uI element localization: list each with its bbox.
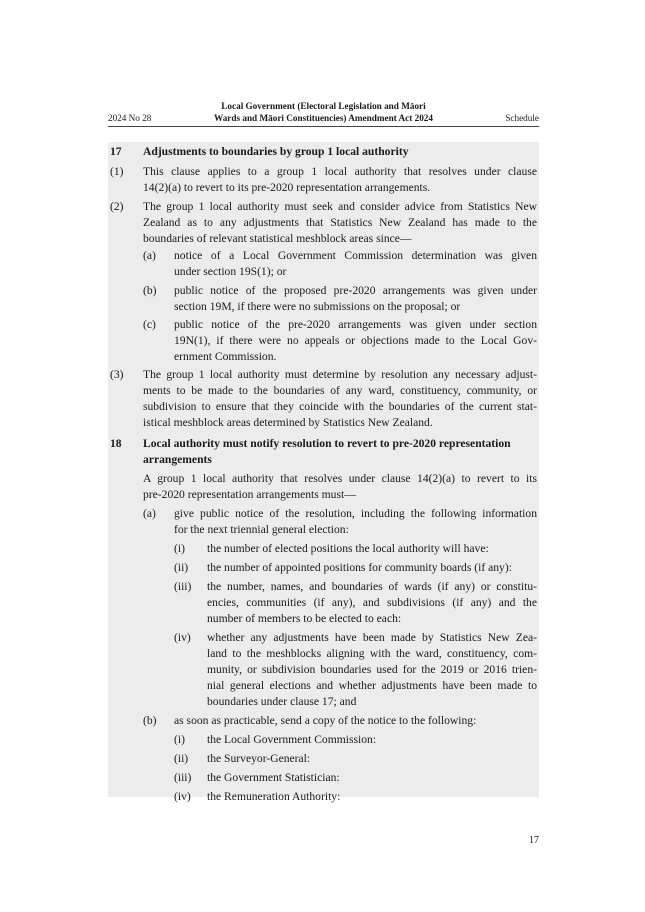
- text-line: the number, names, and boundaries of wards (if any) or constitu-: [207, 580, 537, 593]
- text-line: (b): [143, 714, 157, 727]
- text-line: ments to be made to the boundaries of any ward, constituency, community, or: [143, 384, 537, 397]
- text-line: (iv): [174, 631, 191, 644]
- text-line: (c): [143, 318, 156, 331]
- text-line: (iii): [174, 771, 192, 784]
- text-line: boundaries of relevant statistical meshblock areas since—: [143, 232, 412, 245]
- text-line: munity, or subdivision boundaries used for the 2019 or 2016 trien-: [207, 663, 537, 676]
- text-line: the Remuneration Authority:: [207, 790, 341, 803]
- text-line: (iv): [174, 790, 191, 803]
- text-line: ernment Commission.: [174, 350, 277, 363]
- text-line: (3): [110, 368, 124, 381]
- page-number: 17: [529, 835, 539, 846]
- section-label: Schedule: [505, 113, 539, 123]
- header-rule: [108, 126, 539, 127]
- act-number: 2024 No 28: [108, 113, 152, 123]
- text-line: (iii): [174, 580, 192, 593]
- text-line: the Surveyor-General:: [207, 752, 311, 765]
- text-line: nial general elections and whether adjustments have been made to: [207, 679, 537, 692]
- text-line: (ii): [174, 561, 189, 574]
- schedule-text-block: [108, 142, 539, 803]
- text-line: This clause applies to a group 1 local authority that resolves under clause: [143, 165, 537, 178]
- text-line: (i): [174, 542, 185, 555]
- text-line: public notice of the proposed pre-2020 arrangements was given under: [174, 284, 537, 297]
- text-line: number of members to be elected to each:: [207, 612, 402, 625]
- text-line: 19N(1), if there were no appeals or objections made to the Local Gov-: [174, 334, 537, 347]
- text-line: the number of appointed positions for community boards (if any):: [207, 561, 512, 574]
- text-line: (2): [110, 200, 124, 213]
- text-line: public notice of the pre-2020 arrangements was given under section: [174, 318, 537, 331]
- text-line: boundaries under clause 17; and: [207, 695, 357, 708]
- running-header: [108, 98, 539, 128]
- text-line: land to the meshblocks aligning with the ward, constituency, com-: [207, 647, 537, 660]
- text-line: notice of a Local Government Commission determination was given: [174, 249, 537, 262]
- text-line: (b): [143, 284, 157, 297]
- text-line: 14(2)(a) to revert to its pre-2020 representation arrangements.: [143, 181, 431, 194]
- text-line: (1): [110, 165, 124, 178]
- text-line: Local authority must notify resolution to revert to pre-2020 representation: [143, 437, 511, 450]
- act-title-line-2: Wards and Māori Constituencies) Amendment Act 2024: [214, 113, 433, 123]
- text-line: 18: [110, 437, 122, 450]
- text-line: section 19M, if there were no submissions on the proposal; or: [174, 300, 461, 313]
- text-line: pre-2020 representation arrangements must—: [143, 488, 356, 501]
- text-line: the number of elected positions the local authority will have:: [207, 542, 489, 555]
- text-line: encies, communities (if any), and subdivisions (if any) and the: [207, 596, 537, 609]
- act-title-line-1: Local Government (Electoral Legislation and Māori: [221, 101, 426, 111]
- text-line: (a): [143, 507, 156, 520]
- text-line: Zealand as to any adjustments that Statistics New Zealand has made to the: [143, 216, 537, 229]
- text-line: give public notice of the resolution, including the following information: [174, 507, 537, 520]
- text-line: for the next triennial general election:: [174, 523, 349, 536]
- text-line: arrangements: [143, 453, 212, 466]
- text-line: the Local Government Commission:: [207, 733, 377, 746]
- text-line: Adjustments to boundaries by group 1 local authority: [143, 145, 409, 158]
- text-line: (a): [143, 249, 156, 262]
- text-line: A group 1 local authority that resolves under clause 14(2)(a) to revert to its: [143, 472, 537, 485]
- text-line: istical meshblock areas determined by Statistics New Zealand.: [143, 416, 433, 429]
- act-title: [108, 100, 539, 124]
- text-line: whether any adjustments have been made by Statistics New Zea-: [207, 631, 537, 644]
- text-line: The group 1 local authority must determine by resolution any necessary adjust-: [143, 368, 537, 381]
- text-line: under section 19S(1); or: [174, 265, 287, 278]
- text-line: (i): [174, 733, 185, 746]
- text-line: (ii): [174, 752, 189, 765]
- text-line: as soon as practicable, send a copy of the notice to the following:: [174, 714, 477, 727]
- text-line: the Government Statistician:: [207, 771, 340, 784]
- text-line: subdivision to ensure that they coincide with the boundaries of the current stat-: [143, 400, 537, 413]
- text-line: 17: [110, 145, 122, 158]
- text-line: The group 1 local authority must seek and consider advice from Statistics New: [143, 200, 537, 213]
